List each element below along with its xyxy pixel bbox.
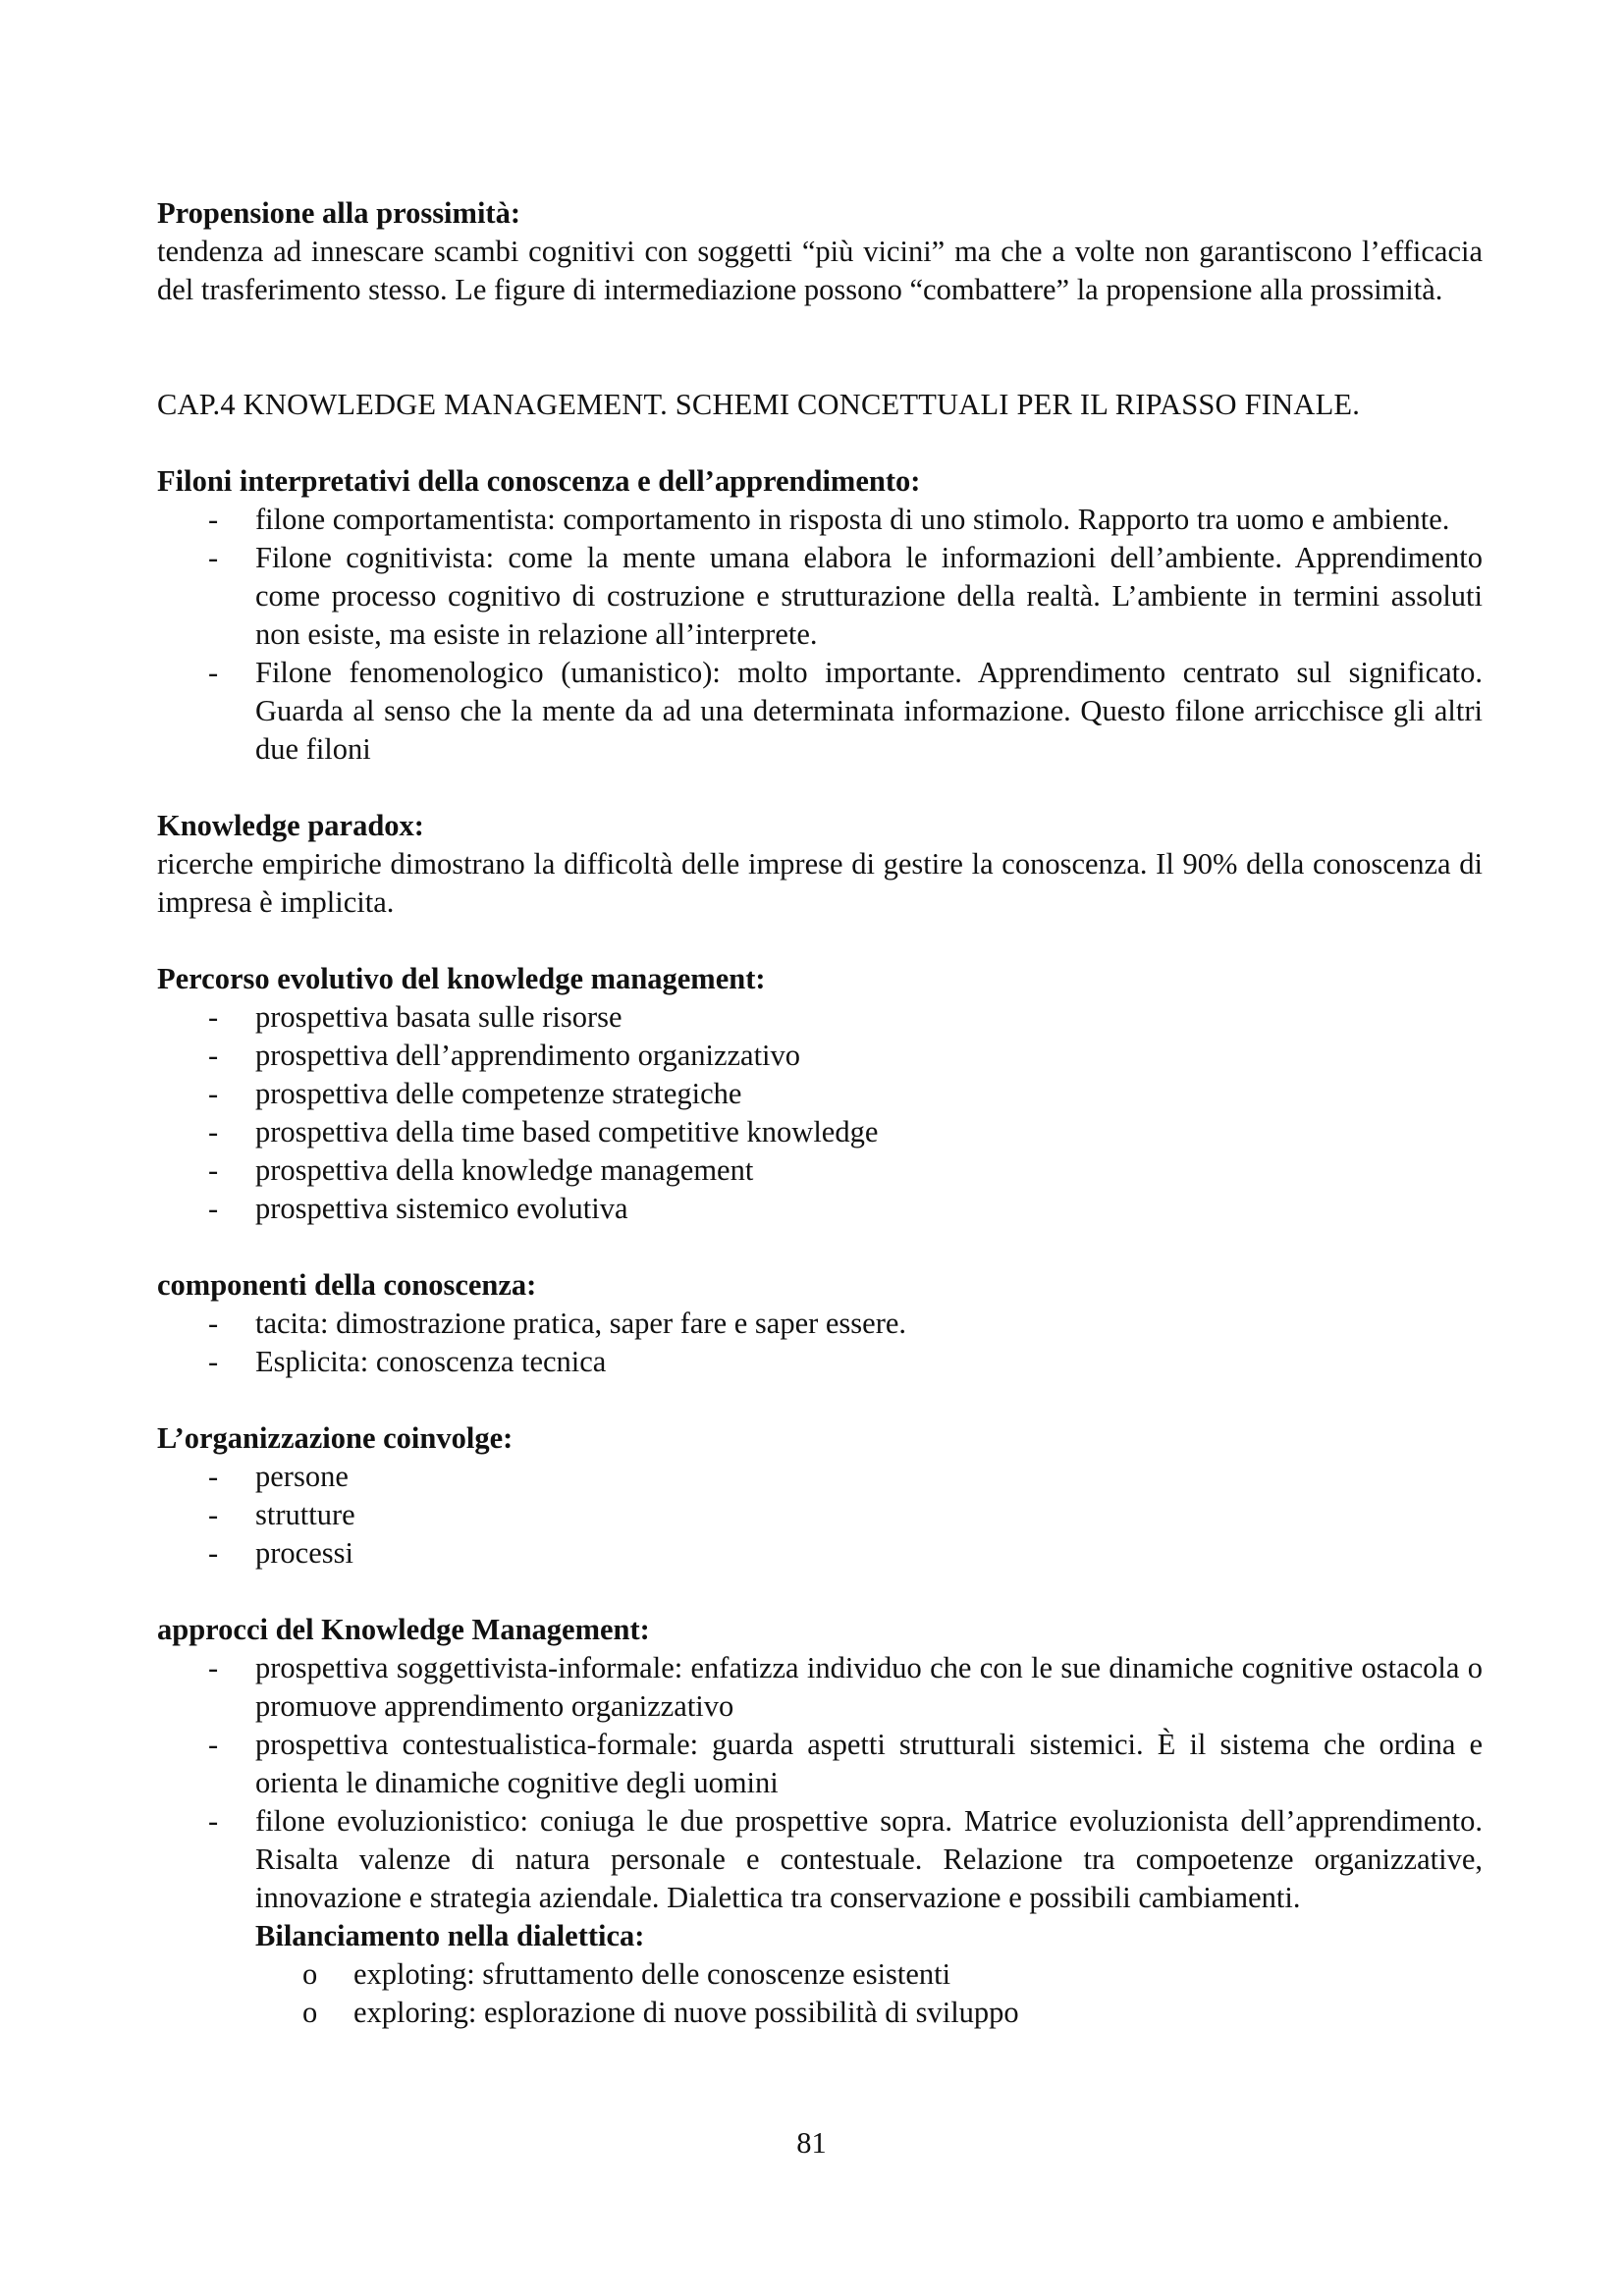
circle-marker: o <box>302 1957 318 1991</box>
list-item <box>157 1151 1483 1190</box>
list-item-text: Esplicita: conoscenza tecnica <box>255 1345 607 1378</box>
dash-marker: - <box>208 1039 219 1072</box>
list-item-text: processi <box>255 1536 353 1570</box>
list-item-text: strutture <box>255 1498 355 1531</box>
bullet-list <box>157 1649 1483 1917</box>
section-prossimita <box>157 194 1483 309</box>
dash-marker: - <box>208 1498 219 1531</box>
list-item-text: prospettiva basata sulle risorse <box>255 1000 622 1034</box>
list-item-text: filone evoluzionistico: coniuga le due prospettive sopra. Matrice evoluzionista dell’apprendimento. Risalta valenze di natura personale e contestuale. Relazione tra compoetenze organizzative, innovazione e strategia aziendale. Dialettica tra conservazione e possibili cambiamenti. <box>255 1804 1483 1914</box>
dash-marker: - <box>208 1115 219 1148</box>
circle-marker: o <box>302 1996 318 2029</box>
section-percorso <box>157 960 1483 1228</box>
list-item <box>157 998 1483 1037</box>
list-item-text: persone <box>255 1460 349 1493</box>
section-title: componenti della conoscenza: <box>157 1268 537 1302</box>
list-item-text: Filone fenomenologico (umanistico): molto importante. Apprendimento centrato sul significato. Guarda al senso che la mente da ad una determinata informazione. Questo filone arricchisce gli altri due filoni <box>255 656 1483 766</box>
list-item <box>157 1305 1483 1343</box>
sub-list-item <box>157 1955 1483 1994</box>
section-title: Propensione alla prossimità: <box>157 196 520 230</box>
list-item-text: Filone cognitivista: come la mente umana elabora le informazioni dell’ambiente. Apprendimento come processo cognitivo di costruzione e strutturazione della realtà. L’ambiente in termini assoluti non esiste, ma esiste in relazione all’interprete. <box>255 541 1483 651</box>
section-title: Knowledge paradox: <box>157 809 424 842</box>
sub-bullet-list <box>157 1955 1483 2032</box>
dash-marker: - <box>208 1804 219 1838</box>
list-item <box>157 1075 1483 1113</box>
dash-marker: - <box>208 1536 219 1570</box>
list-item <box>157 1190 1483 1228</box>
dash-marker: - <box>208 1077 219 1110</box>
bullet-list <box>157 501 1483 769</box>
dash-marker: - <box>208 1307 219 1340</box>
bullet-list <box>157 1458 1483 1573</box>
list-item-text: prospettiva contestualistica-formale: guarda aspetti strutturali sistemici. È il sistema che ordina e orienta le dinamiche cognitive degli uomini <box>255 1728 1483 1799</box>
list-item-text: tacita: dimostrazione pratica, saper fare e saper essere. <box>255 1307 907 1340</box>
dash-marker: - <box>208 1192 219 1225</box>
list-item <box>157 1037 1483 1075</box>
page-number: 81 <box>796 2126 827 2160</box>
dash-marker: - <box>208 1460 219 1493</box>
list-item <box>157 539 1483 654</box>
list-item-text: prospettiva della knowledge management <box>255 1153 754 1187</box>
list-item <box>157 654 1483 769</box>
section-title: Filoni interpretativi della conoscenza e dell’apprendimento: <box>157 464 921 498</box>
section-title: L’organizzazione coinvolge: <box>157 1421 514 1455</box>
list-item-text: prospettiva della time based competitive knowledge <box>255 1115 879 1148</box>
section-filoni <box>157 462 1483 769</box>
list-item-text: prospettiva soggettivista-informale: enfatizza individuo che con le sue dinamiche cognitive ostacola o promuove apprendimento organizzativo <box>255 1651 1483 1723</box>
bullet-list <box>157 998 1483 1228</box>
section-organizzazione <box>157 1419 1483 1573</box>
section-text: ricerche empiriche dimostrano la difficoltà delle imprese di gestire la conoscenza. Il 90% della conoscenza di impresa è implicita. <box>157 847 1483 919</box>
sub-list-item-text: exploring: esplorazione di nuove possibilità di sviluppo <box>353 1996 1019 2029</box>
dash-marker: - <box>208 1000 219 1034</box>
list-item <box>157 1458 1483 1496</box>
sub-section-title: Bilanciamento nella dialettica: <box>255 1919 645 1952</box>
sub-list-item-text: exploting: sfruttamento delle conoscenze esistenti <box>353 1957 951 1991</box>
list-item-text: prospettiva dell’apprendimento organizzativo <box>255 1039 801 1072</box>
section-title: approcci del Knowledge Management: <box>157 1613 650 1646</box>
dash-marker: - <box>208 1651 219 1684</box>
document-page <box>157 194 1483 2032</box>
list-item-text: prospettiva sistemico evolutiva <box>255 1192 628 1225</box>
section-componenti <box>157 1266 1483 1381</box>
list-item-text: prospettiva delle competenze strategiche <box>255 1077 742 1110</box>
bullet-list <box>157 1305 1483 1381</box>
list-item <box>157 1534 1483 1573</box>
list-item <box>157 1649 1483 1726</box>
dash-marker: - <box>208 1345 219 1378</box>
list-item <box>157 501 1483 539</box>
dash-marker: - <box>208 1728 219 1761</box>
list-item-text: filone comportamentista: comportamento in risposta di uno stimolo. Rapporto tra uomo e ambiente. <box>255 503 1450 536</box>
list-item <box>157 1726 1483 1802</box>
sub-list-item <box>157 1994 1483 2032</box>
section-title: Percorso evolutivo del knowledge management: <box>157 962 766 995</box>
chapter-title: CAP.4 KNOWLEDGE MANAGEMENT. SCHEMI CONCETTUALI PER IL RIPASSO FINALE. <box>157 388 1361 421</box>
dash-marker: - <box>208 1153 219 1187</box>
list-item <box>157 1802 1483 1917</box>
list-item <box>157 1343 1483 1381</box>
dash-marker: - <box>208 503 219 536</box>
dash-marker: - <box>208 656 219 689</box>
list-item <box>157 1496 1483 1534</box>
section-paradox <box>157 807 1483 922</box>
section-text: tendenza ad innescare scambi cognitivi con soggetti “più vicini” ma che a volte non garantiscono l’efficacia del trasferimento stesso. Le figure di intermediazione possono “combattere” la propensione alla prossimità. <box>157 235 1483 306</box>
dash-marker: - <box>208 541 219 574</box>
section-approcci <box>157 1611 1483 2032</box>
list-item <box>157 1113 1483 1151</box>
